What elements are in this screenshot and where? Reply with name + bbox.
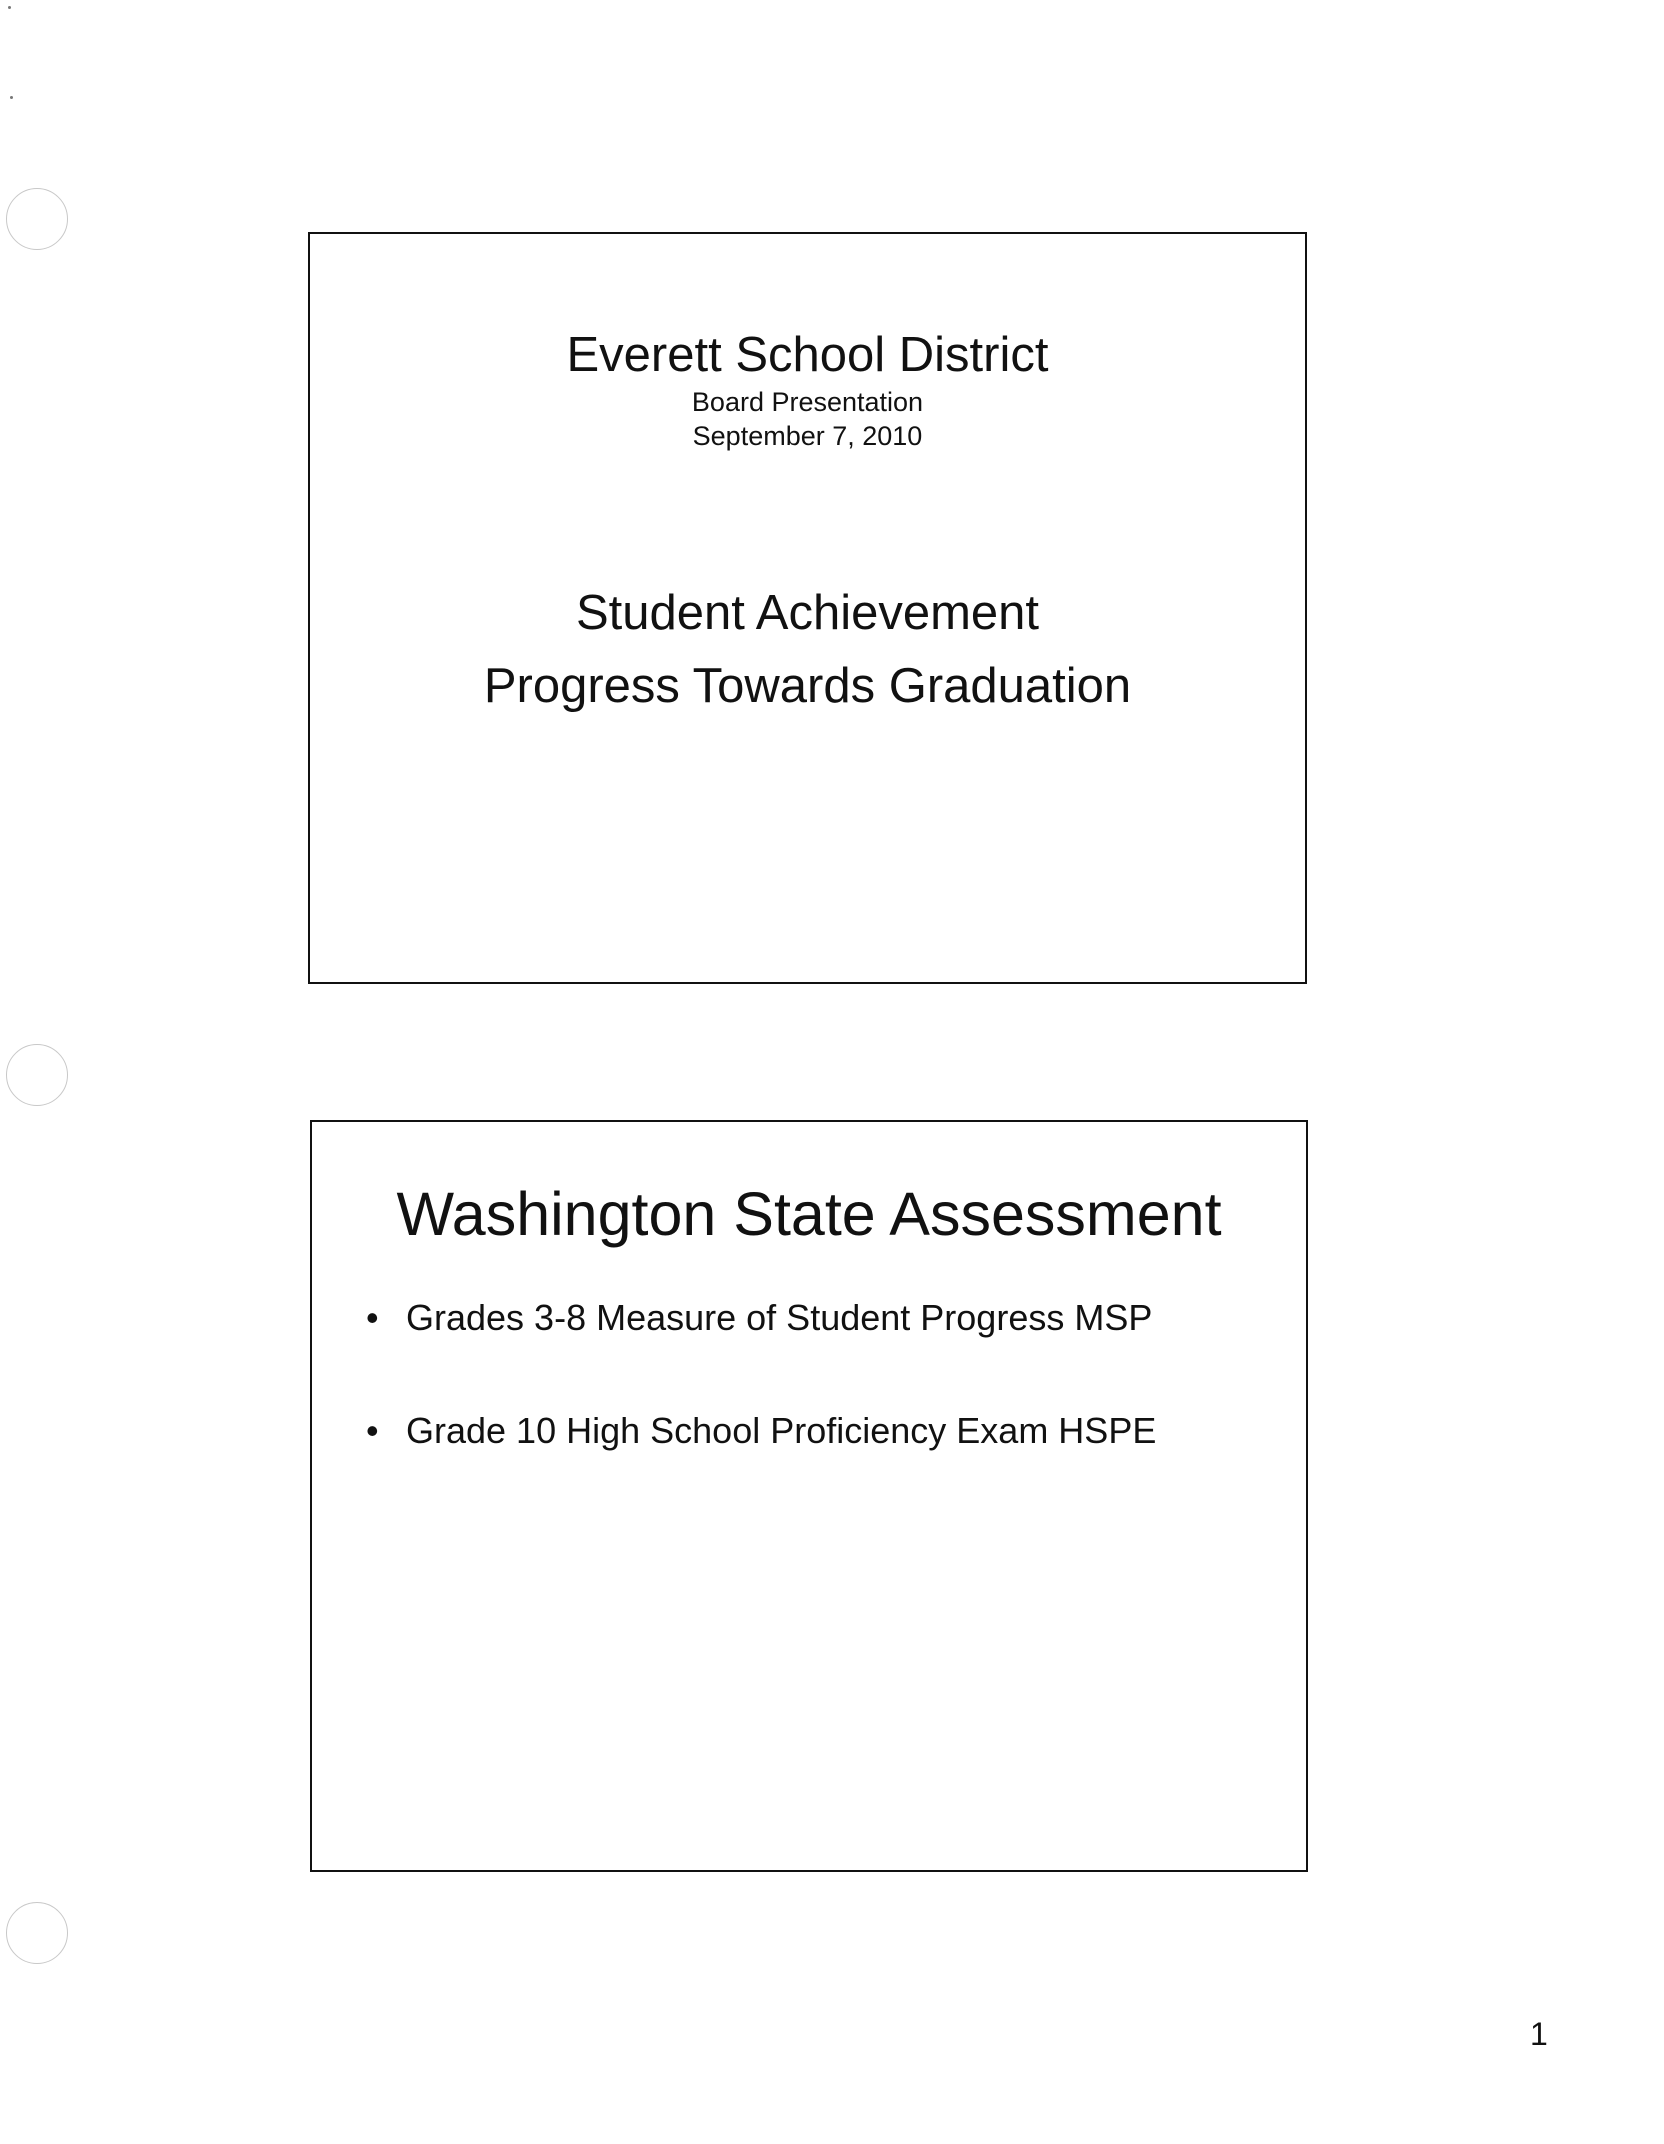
punch-hole — [6, 188, 68, 250]
bullet-list — [366, 1296, 1156, 1522]
slide-1-subtitle: Board Presentation — [691, 387, 924, 417]
slide-1-heading: Progress Towards Graduation — [483, 659, 1132, 713]
slide-2 — [310, 1120, 1308, 1872]
page-number: 1 — [1530, 2016, 1548, 2052]
punch-hole — [6, 1902, 68, 1964]
punch-hole — [6, 1044, 68, 1106]
bullet-dot: • — [366, 1410, 379, 1452]
bullet-text: Grades 3-8 Measure of Student Progress MSP — [406, 1297, 1153, 1338]
slide-1-heading: Student Achievement — [575, 586, 1040, 640]
bullet-item — [366, 1409, 1156, 1452]
slide-1-title: Everett School District — [566, 328, 1049, 382]
bullet-item — [366, 1296, 1156, 1339]
scan-speck — [10, 96, 13, 99]
bullet-text: Grade 10 High School Proficiency Exam HSPE — [406, 1410, 1157, 1452]
slide-1-date: September 7, 2010 — [692, 421, 923, 451]
bullet-dot: • — [366, 1297, 379, 1338]
slide-2-title: Washington State Assessment — [396, 1180, 1222, 1248]
slide-1 — [308, 232, 1307, 984]
scan-speck — [8, 6, 11, 9]
